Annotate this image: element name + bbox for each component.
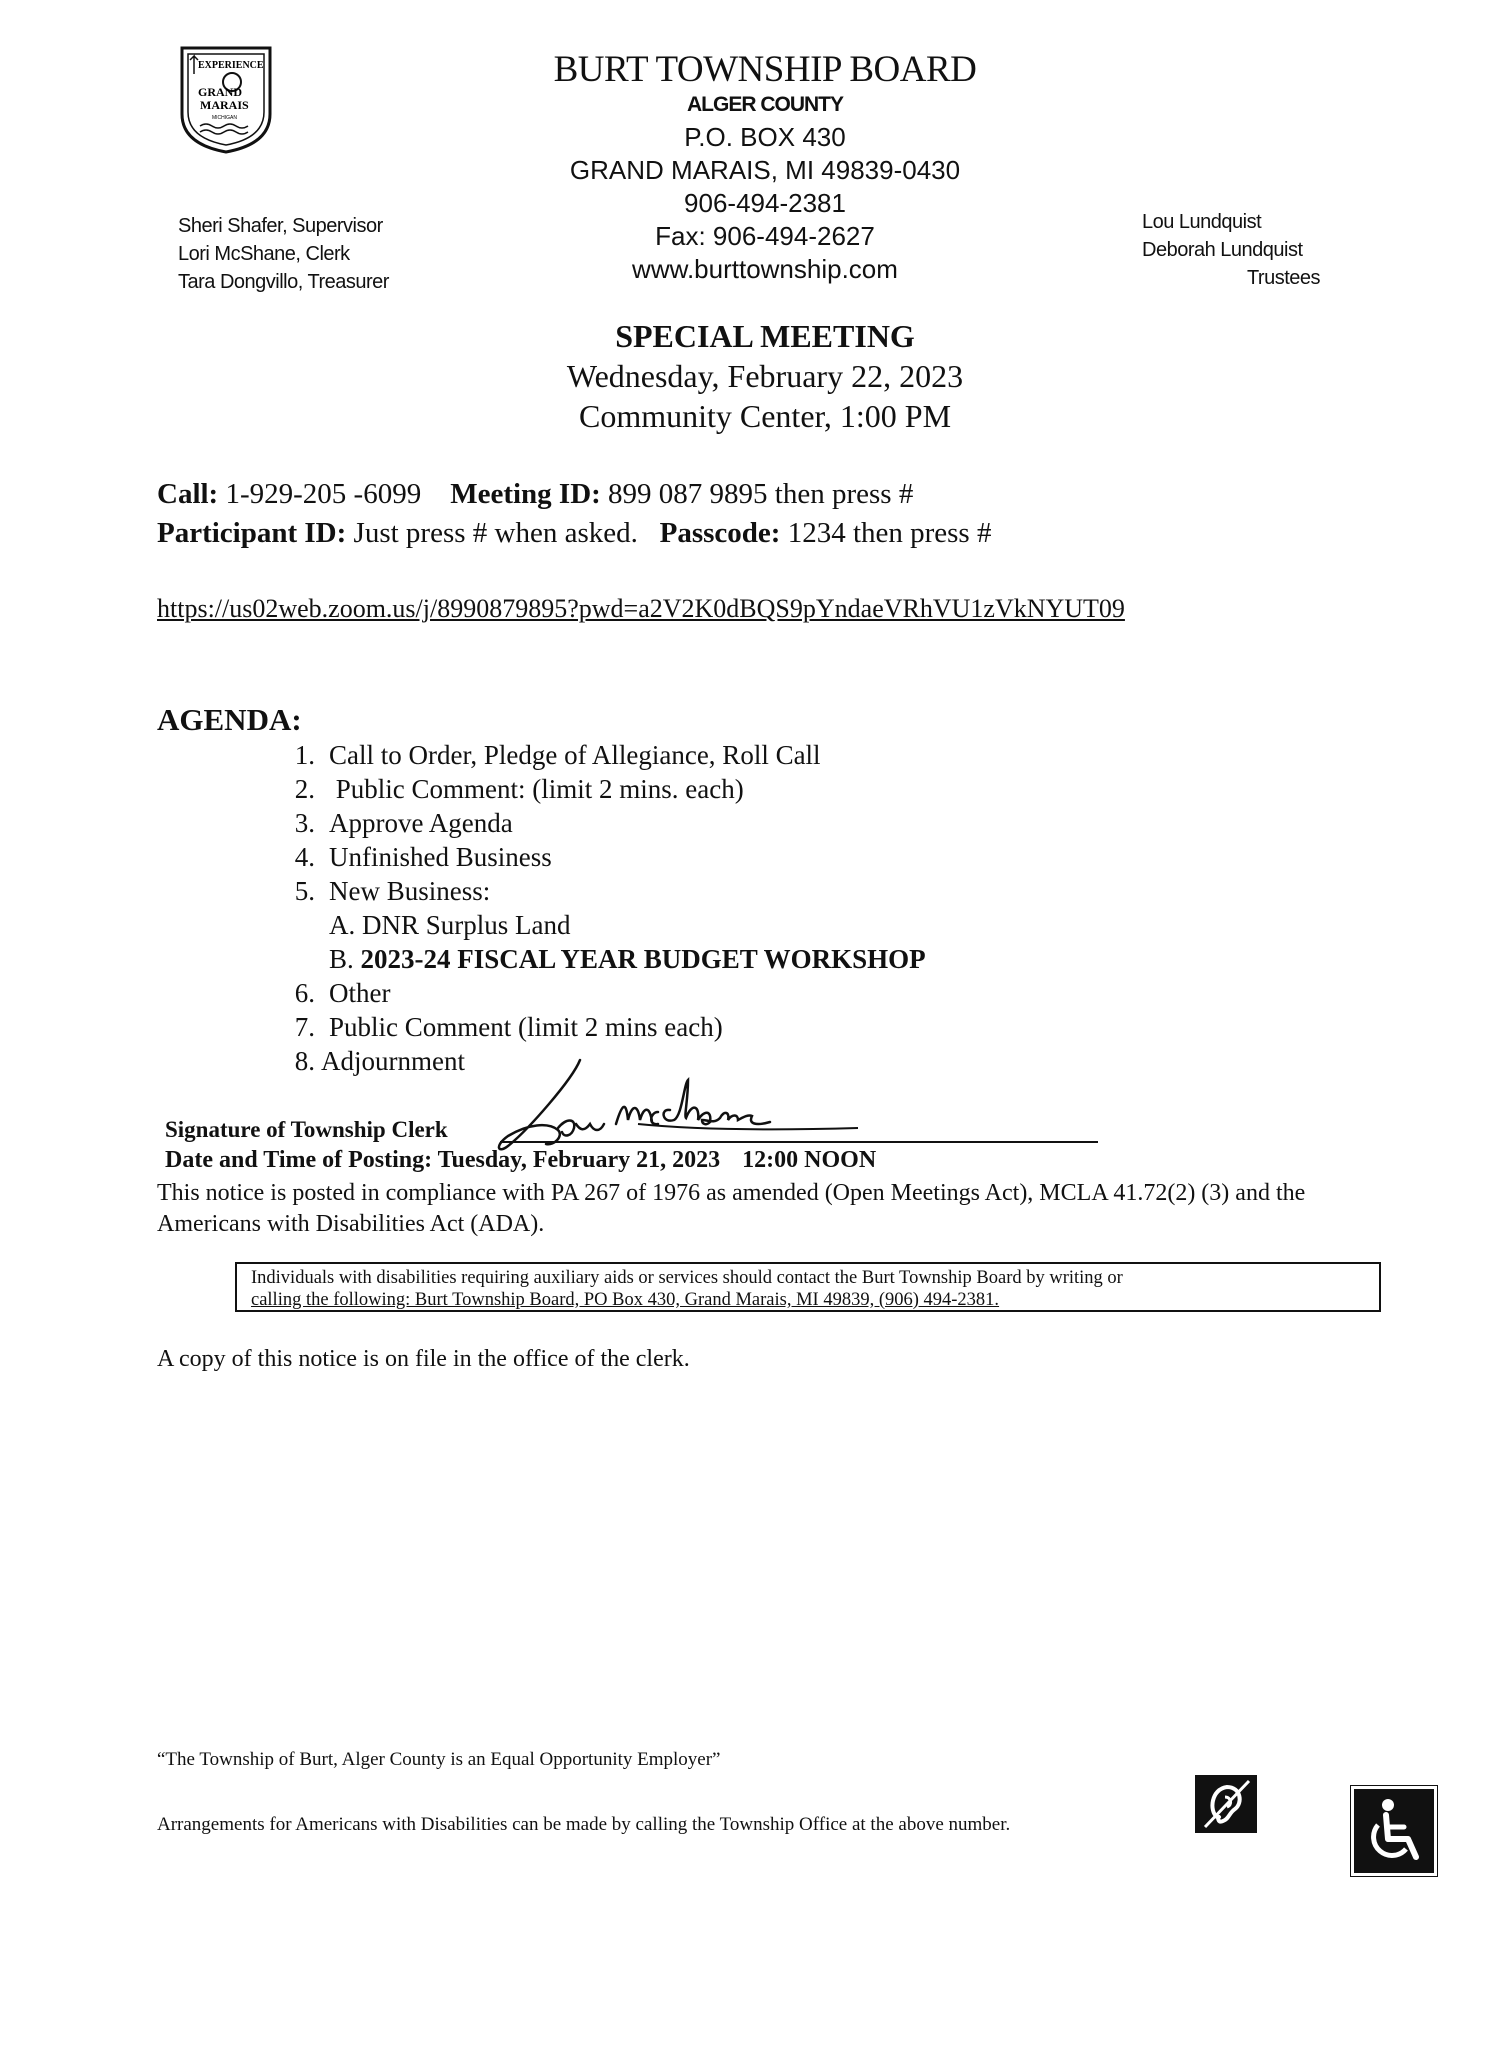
meeting-id-value: 899 087 9895 then press # (608, 478, 914, 510)
county-name: ALGER COUNTY (687, 93, 843, 116)
equal-opportunity-text: “The Township of Burt, Alger County is an Equal Opportunity Employer” (157, 1749, 721, 1770)
posting-date: Date and Time of Posting: Tuesday, February 21, 2023 (165, 1147, 721, 1173)
officials-right (1100, 208, 1320, 292)
disability-notice-box (235, 1262, 1381, 1312)
agenda-heading: AGENDA: (157, 702, 302, 737)
township-seal-icon (176, 44, 276, 154)
website-link[interactable]: www.burttownship.com (632, 254, 898, 284)
meeting-title: SPECIAL MEETING (615, 318, 915, 354)
call-label: Call: (157, 478, 219, 510)
participant-value: Just press # when asked. (353, 517, 638, 549)
wheelchair-access-icon (1350, 1785, 1438, 1877)
participant-line (157, 517, 991, 550)
board-title: BURT TOWNSHIP BOARD (553, 49, 977, 90)
disability-notice-line-2: calling the following: Burt Township Board, PO Box 430, Grand Marais, MI 49839, (906) 494-2381. (251, 1290, 1000, 1310)
official-treasurer: Tara Dongvillo, Treasurer (178, 271, 389, 293)
meeting-location: Community Center, 1:00 PM (578, 398, 952, 434)
ada-arrangements-text: Arrangements for Americans with Disabilities can be made by calling the Township Office at the above number. (157, 1814, 1011, 1835)
participant-label: Participant ID: (157, 517, 347, 549)
copy-notice: A copy of this notice is on file in the office of the clerk. (157, 1346, 690, 1372)
trustee-1: Lou Lundquist (1142, 211, 1262, 233)
disability-notice-line-1: Individuals with disabilities requiring auxiliary aids or services should contact the Burt Township Board by writing or (251, 1268, 1123, 1288)
zoom-link[interactable]: https://us02web.zoom.us/j/8990879895?pwd=a2V2K0dBQS9pYndaeVRhVU1zVkNYUT09 (157, 594, 1125, 623)
budget-workshop-text: 2023-24 FISCAL YEAR BUDGET WORKSHOP (360, 944, 926, 974)
call-number: 1-929-205 -6099 (225, 478, 422, 510)
seal-text-experience: EXPERIENCE (198, 60, 264, 71)
passcode-label: Passcode: (659, 517, 781, 549)
po-box: P.O. BOX 430 (684, 122, 846, 152)
trustee-2: Deborah Lundquist (1142, 239, 1303, 261)
seal-text-michigan: MICHIGAN (212, 115, 237, 121)
posting-line (165, 1147, 876, 1174)
seal-text-grand: GRAND (198, 85, 242, 99)
hearing-assistance-icon (1195, 1775, 1257, 1833)
phone-number: 906-494-2381 (684, 188, 846, 218)
compliance-text: This notice is posted in compliance with PA 267 of 1976 as amended (Open Meetings Act), MCLA 41.72(2) (3) and the Americans with Disabilities Act (ADA). (157, 1180, 1306, 1237)
officials-left (178, 212, 389, 296)
trustees-label: Trustees (1246, 267, 1320, 289)
posting-time: 12:00 NOON (742, 1147, 877, 1173)
passcode-value: 1234 then press # (787, 517, 992, 549)
clerk-signature (488, 1050, 868, 1160)
meeting-date: Wednesday, February 22, 2023 (566, 358, 964, 394)
city-address: GRAND MARAIS, MI 49839-0430 (569, 155, 961, 185)
official-supervisor: Sheri Shafer, Supervisor (178, 215, 383, 237)
call-line (157, 478, 913, 511)
meeting-id-label: Meeting ID: (450, 478, 601, 510)
fax-number: Fax: 906-494-2627 (655, 221, 875, 251)
official-clerk: Lori McShane, Clerk (178, 243, 350, 265)
seal-text-marais: MARAIS (200, 98, 249, 112)
signature-label: Signature of Township Clerk (165, 1117, 448, 1142)
